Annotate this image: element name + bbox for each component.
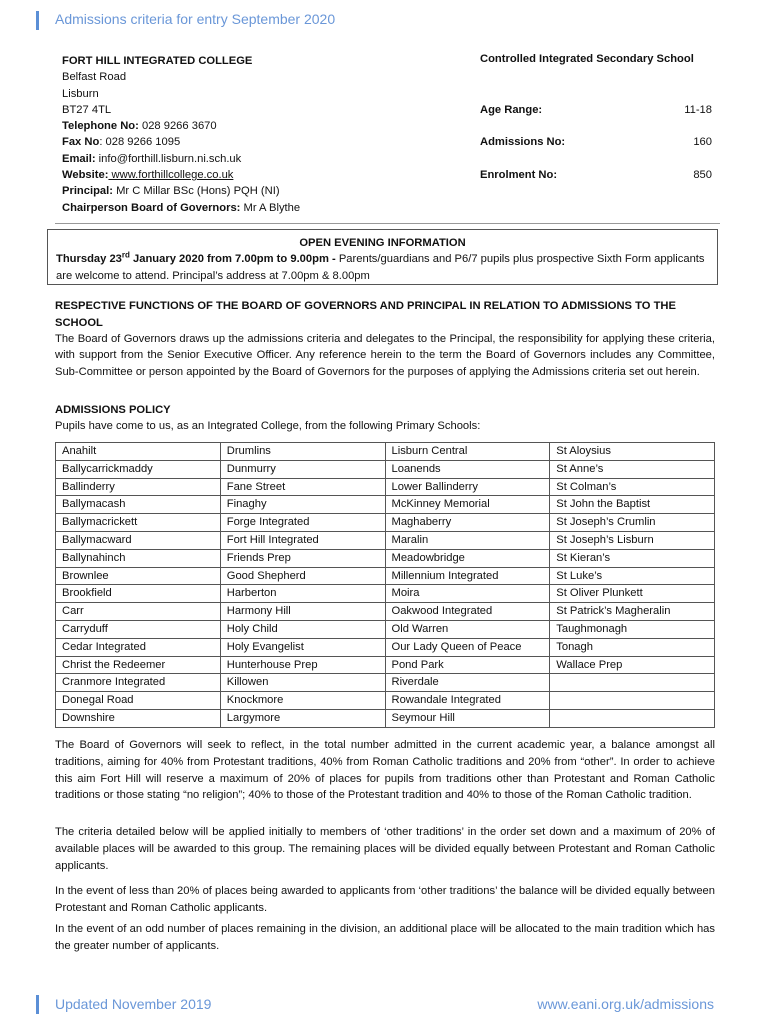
school-cell: St Joseph’s Crumlin	[550, 514, 715, 532]
school-cell: Forge Integrated	[220, 514, 385, 532]
school-cell: Ballymacrickett	[56, 514, 221, 532]
school-cell: Ballymacward	[56, 531, 221, 549]
school-cell: Hunterhouse Prep	[220, 656, 385, 674]
school-cell: Finaghy	[220, 496, 385, 514]
table-row	[56, 443, 715, 461]
shortfall-paragraph: In the event of less than 20% of places being awarded to applicants from ‘other traditions’ the balance will be divided equally between Protestant and Roman Catholic applicants.	[55, 885, 715, 914]
school-cell: St Oliver Plunkett	[550, 585, 715, 603]
school-cell: Knockmore	[220, 692, 385, 710]
table-row	[56, 567, 715, 585]
school-cell: Ballinderry	[56, 478, 221, 496]
school-cell: Holy Child	[220, 620, 385, 638]
school-cell: Cedar Integrated	[56, 638, 221, 656]
open-evening-title: OPEN EVENING INFORMATION	[299, 237, 466, 249]
table-row	[56, 549, 715, 567]
policy-heading: ADMISSIONS POLICY	[55, 404, 171, 416]
table-row	[56, 656, 715, 674]
school-cell: Good Shepherd	[220, 567, 385, 585]
school-cell: Harmony Hill	[220, 603, 385, 621]
fax-row: Fax No: 028 9266 1095	[62, 136, 181, 149]
table-row	[56, 674, 715, 692]
address-line-2: Lisburn	[62, 87, 99, 100]
school-cell: Wallace Prep	[550, 656, 715, 674]
school-cell: Brookfield	[56, 585, 221, 603]
school-cell: Meadowbridge	[385, 549, 550, 567]
school-type: Controlled Integrated Secondary School	[480, 53, 694, 65]
page-header-title: Admissions criteria for entry September 2020	[55, 11, 336, 27]
school-cell: Lower Ballinderry	[385, 478, 550, 496]
school-cell: Oakwood Integrated	[385, 603, 550, 621]
principal-value: Mr C Millar BSc (Hons) PQH (NI)	[112, 185, 280, 198]
school-cell: St Anne’s	[550, 460, 715, 478]
school-cell: St Kieran’s	[550, 549, 715, 567]
school-cell: Fane Street	[220, 478, 385, 496]
school-cell: Christ the Redeemer	[56, 656, 221, 674]
school-cell	[550, 692, 715, 710]
school-details	[62, 53, 300, 216]
school-cell: Seymour Hill	[385, 709, 550, 727]
school-cell: St Aloysius	[550, 443, 715, 461]
school-cell: Pond Park	[385, 656, 550, 674]
criteria-paragraph: The criteria detailed below will be applied initially to members of ‘other traditions’ in the order set down and a maximum of 20% of available places will be awarded to this group. The remaining places will be divided equally between Protestant and Roman Catholic applicants.	[55, 826, 715, 872]
address-line-3: BT27 4TL	[62, 103, 112, 116]
school-cell: St Patrick’s Magheralin	[550, 603, 715, 621]
table-row	[56, 603, 715, 621]
school-cell: Fort Hill Integrated	[220, 531, 385, 549]
table-row	[56, 709, 715, 727]
admissions-row: Admissions No: 160	[480, 136, 712, 148]
functions-body: The Board of Governors draws up the admissions criteria and delegates to the Principal, the responsibility for applying these criteria, with support from the Senior Executive Officer. Any reference herein to the term the Board of Governors includes any Committee, Sub-Committee or person appointed by the Board of Governors for the purposes of applying the Admissions criteria set out herein.	[55, 333, 715, 378]
policy-intro: Pupils have come to us, as an Integrated College, from the following Primary Schools:	[55, 420, 481, 432]
table-row	[56, 514, 715, 532]
email-value: info@forthill.lisburn.ni.sch.uk	[95, 152, 242, 165]
school-cell: Old Warren	[385, 620, 550, 638]
open-evening-box	[47, 229, 718, 285]
school-cell: Taughmonagh	[550, 620, 715, 638]
age-range-row: Age Range: 11-18	[480, 104, 712, 116]
school-cell: St Joseph’s Lisburn	[550, 531, 715, 549]
website-link[interactable]: www.forthillcollege.co.uk	[108, 169, 234, 182]
chair-row: Chairperson Board of Governors: Mr A Blythe	[62, 201, 301, 214]
school-cell	[550, 709, 715, 727]
footer-accent-bar	[36, 995, 39, 1014]
school-cell: Ballynahinch	[56, 549, 221, 567]
balance-paragraph: The Board of Governors will seek to reflect, in the total number admitted in the current academic year, a balance amongst all traditions, aiming for 40% from Protestant traditions, 40% from Roman Catholic traditions and 20% from “other”. In order to achieve this aim Fort Hill will reserve a maximum of 20% of places for pupils from traditions other than Protestant and Roman Catholic traditions or those stating “no religion”; 40% to those of the Protestant tradition and 40% to those of the Roman Catholic tradition.	[55, 739, 715, 802]
school-cell: Tonagh	[550, 638, 715, 656]
school-cell: McKinney Memorial	[385, 496, 550, 514]
school-cell: Loanends	[385, 460, 550, 478]
school-cell: Our Lady Queen of Peace	[385, 638, 550, 656]
school-cell: St Colman’s	[550, 478, 715, 496]
school-cell: Moira	[385, 585, 550, 603]
school-cell: Downshire	[56, 709, 221, 727]
school-cell: Maralin	[385, 531, 550, 549]
school-cell: Largymore	[220, 709, 385, 727]
school-cell: Carryduff	[56, 620, 221, 638]
age-range-value: 11-18	[684, 104, 712, 116]
school-cell: Dunmurry	[220, 460, 385, 478]
open-evening-text: Thursday 23rd January 2020 from 7.00pm to 9.00pm - Parents/guardians and P6/7 pupils plus prospective Sixth Form applicants are welcome to attend. Principal’s address at 7.00pm & 8.00pm	[56, 250, 705, 282]
table-row	[56, 531, 715, 549]
school-cell: Friends Prep	[220, 549, 385, 567]
school-cell: Holy Evangelist	[220, 638, 385, 656]
website-row: Website: www.forthillcollege.co.uk	[62, 169, 234, 182]
school-cell: Millennium Integrated	[385, 567, 550, 585]
fax-value: : 028 9266 1095	[99, 136, 181, 149]
principal-row: Principal: Mr C Millar BSc (Hons) PQH (NI)	[62, 185, 280, 198]
school-cell: Anahilt	[56, 443, 221, 461]
school-cell: Carr	[56, 603, 221, 621]
table-row	[56, 638, 715, 656]
school-cell: Maghaberry	[385, 514, 550, 532]
enrolment-value: 850	[693, 169, 712, 181]
table-row	[56, 496, 715, 514]
table-row	[56, 460, 715, 478]
address-line-1: Belfast Road	[62, 71, 127, 84]
footer-url[interactable]: www.eani.org.uk/admissions	[537, 996, 714, 1012]
school-cell: Killowen	[220, 674, 385, 692]
school-cell: Brownlee	[56, 567, 221, 585]
school-cell: Drumlins	[220, 443, 385, 461]
primary-schools-table	[55, 442, 715, 728]
school-cell: St John the Baptist	[550, 496, 715, 514]
school-cell: Ballymacash	[56, 496, 221, 514]
table-row	[56, 585, 715, 603]
chair-value: Mr A Blythe	[240, 201, 301, 214]
telephone-value: 028 9266 3670	[138, 120, 217, 133]
telephone-row: Telephone No: 028 9266 3670	[62, 120, 217, 133]
school-cell: Cranmore Integrated	[56, 674, 221, 692]
table-row	[56, 620, 715, 638]
school-cell: Riverdale	[385, 674, 550, 692]
school-cell: Ballycarrickmaddy	[56, 460, 221, 478]
email-row: Email: info@forthill.lisburn.ni.sch.uk	[62, 152, 242, 165]
school-cell: Donegal Road	[56, 692, 221, 710]
functions-heading: RESPECTIVE FUNCTIONS OF THE BOARD OF GOVERNORS AND PRINCIPAL IN RELATION TO ADMISSIONS TO THE SCHOOL	[55, 300, 676, 329]
school-cell: Lisburn Central	[385, 443, 550, 461]
header-divider	[55, 223, 720, 224]
school-cell: Harberton	[220, 585, 385, 603]
header-accent-bar	[36, 11, 39, 30]
school-cell: St Luke’s	[550, 567, 715, 585]
school-cell: Rowandale Integrated	[385, 692, 550, 710]
school-cell	[550, 674, 715, 692]
table-row	[56, 692, 715, 710]
table-row	[56, 478, 715, 496]
school-name: FORT HILL INTEGRATED COLLEGE	[62, 55, 253, 67]
primary-schools-table-body	[56, 443, 715, 728]
footer-updated: Updated November 2019	[55, 996, 212, 1012]
admissions-value: 160	[693, 136, 712, 148]
odd-number-paragraph: In the event of an odd number of places remaining in the division, an additional place will be allocated to the main tradition which has the greater number of applicants.	[55, 923, 715, 952]
enrolment-row: Enrolment No: 850	[480, 169, 712, 181]
